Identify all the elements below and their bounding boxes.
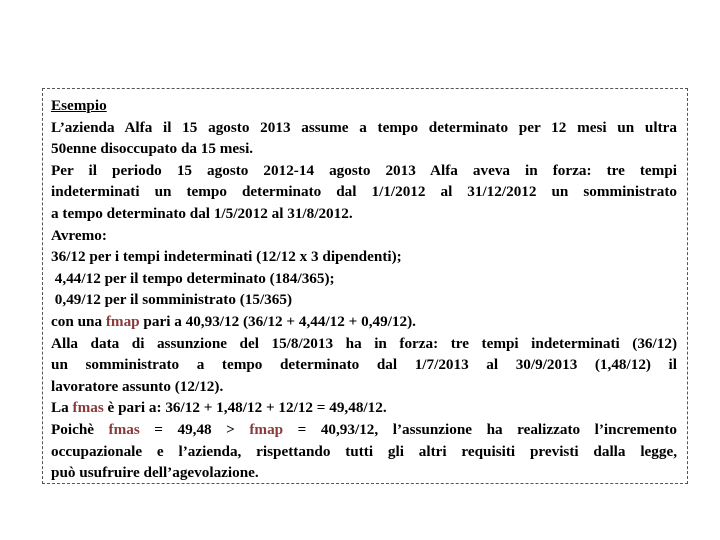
text-line-4: indeterminati un tempo determinato dal 1/1/2012 al 31/12/2012 un somministrato (51, 183, 677, 201)
conclusion-middle: = 49,48 > (154, 420, 250, 438)
conclusion-fmap-term: fmap (249, 420, 284, 438)
conclusion-fmas-term: fmas (108, 420, 140, 438)
assumption-line-3: lavoratore assunto (12/12). (51, 377, 224, 395)
assumption-line-1: Alla data di assunzione del 15/8/2013 ha in forza: tre tempi indeterminati (36/12) (51, 334, 677, 352)
heading-esempio: Esempio (51, 97, 107, 114)
text-line-1: L’azienda Alfa il 15 agosto 2013 assume a tempo determinato per 12 mesi un ultra (51, 118, 677, 136)
assumption-line-2: un somministrato a tempo determinato dal 1/7/2013 al 30/9/2013 (1,48/12) il (51, 356, 677, 374)
text-line-5: a tempo determinato dal 1/5/2012 al 31/8/2012. (51, 204, 353, 222)
text-line-3: Per il periodo 15 agosto 2012-14 agosto 2013 Alfa aveva in forza: tre tempi (51, 161, 677, 179)
text-line-2: 50enne disoccupato da 15 mesi. (51, 140, 254, 158)
calc-line-indeterminati: 36/12 per i tempi indeterminati (12/12 x 3 dipendenti); (51, 248, 402, 266)
fmas-line-prefix: La (51, 399, 73, 417)
fmap-line (51, 311, 677, 333)
fmap-term: fmap (105, 312, 140, 330)
fmas-line-suffix: è pari a: 36/12 + 1,48/12 + 12/12 = 49,48/12. (103, 399, 387, 417)
conclusion-line-3: può usufruire dell’agevolazione. (51, 464, 259, 482)
fmap-line-suffix: pari a 40,93/12 (36/12 + 4,44/12 + 0,49/12). (139, 312, 416, 330)
text-line-avremo: Avremo: (51, 226, 107, 244)
fmas-term: fmas (72, 399, 104, 417)
example-text (51, 95, 677, 484)
calc-line-determinato: 4,44/12 per il tempo determinato (184/365); (51, 269, 335, 287)
conclusion-line-1 (51, 419, 677, 441)
fmap-line-prefix: con una (51, 312, 106, 330)
conclusion-prefix: Poichè (51, 420, 109, 438)
text-frame (42, 88, 688, 484)
fmas-line (51, 397, 677, 419)
conclusion-line-2: occupazionale e l’azienda, rispettando tutti gli altri requisiti previsti dalla legge, (51, 442, 677, 460)
conclusion-suffix: = 40,93/12, l’assunzione ha realizzato l’incremento (297, 420, 678, 438)
calc-line-somministrato: 0,49/12 per il somministrato (15/365) (51, 291, 293, 309)
